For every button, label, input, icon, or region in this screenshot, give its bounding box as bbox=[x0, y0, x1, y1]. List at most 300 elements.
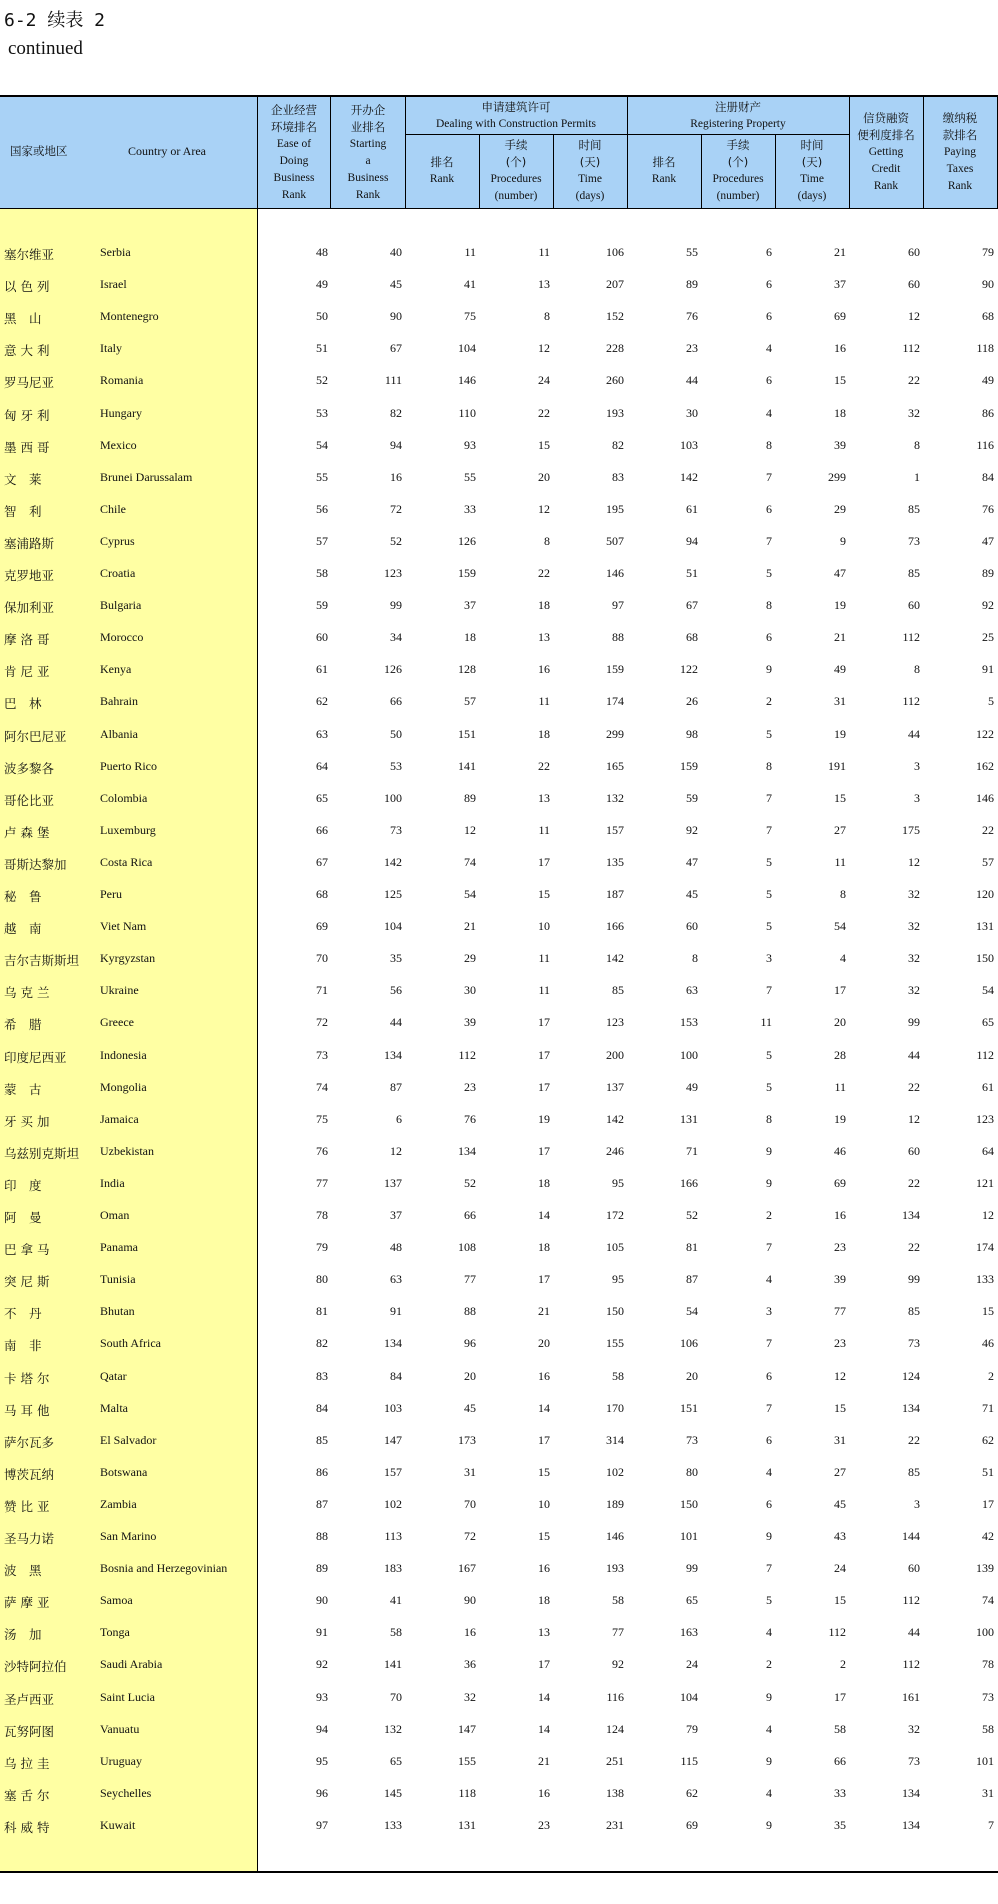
value-cell: 260 bbox=[606, 373, 624, 387]
value-cell: 70 bbox=[390, 1690, 402, 1704]
table-subtitle: continued bbox=[8, 38, 83, 59]
value-cell: 101 bbox=[976, 1754, 994, 1768]
value-cell: 21 bbox=[464, 919, 476, 933]
area-name-zh: 保加利亚 bbox=[4, 600, 55, 615]
area-name-en: Qatar bbox=[100, 1369, 127, 1383]
area-name-zh: 肯 尼 亚 bbox=[4, 664, 50, 679]
value-cell: 132 bbox=[606, 791, 624, 805]
area-name-en: Italy bbox=[100, 341, 122, 355]
value-cell: 71 bbox=[982, 1401, 994, 1415]
value-cell: 5 bbox=[766, 855, 772, 869]
value-cell: 90 bbox=[982, 277, 994, 291]
value-cell: 39 bbox=[834, 438, 846, 452]
area-name-en: Chile bbox=[100, 502, 126, 516]
value-cell: 11 bbox=[538, 694, 550, 708]
value-cell: 231 bbox=[606, 1818, 624, 1832]
area-name-zh: 不 丹 bbox=[4, 1306, 42, 1321]
value-cell: 89 bbox=[982, 566, 994, 580]
value-cell: 88 bbox=[612, 630, 624, 644]
value-cell: 162 bbox=[976, 759, 994, 773]
area-name-zh: 沙特阿拉伯 bbox=[4, 1659, 67, 1674]
value-cell: 41 bbox=[390, 1593, 402, 1607]
value-cell: 76 bbox=[982, 502, 994, 516]
value-cell: 77 bbox=[834, 1304, 846, 1318]
value-cell: 91 bbox=[390, 1304, 402, 1318]
value-cell: 95 bbox=[612, 1272, 624, 1286]
value-cell: 65 bbox=[316, 791, 328, 805]
value-cell: 24 bbox=[538, 373, 550, 387]
value-cell: 6 bbox=[766, 630, 772, 644]
value-cell: 9 bbox=[840, 534, 846, 548]
value-cell: 87 bbox=[316, 1497, 328, 1511]
value-cell: 93 bbox=[316, 1690, 328, 1704]
area-name-en: Israel bbox=[100, 277, 127, 291]
value-cell: 15 bbox=[834, 1593, 846, 1607]
value-cell: 134 bbox=[384, 1048, 402, 1062]
value-cell: 102 bbox=[606, 1465, 624, 1479]
value-cell: 18 bbox=[538, 1176, 550, 1190]
value-cell: 141 bbox=[384, 1657, 402, 1671]
value-cell: 121 bbox=[976, 1176, 994, 1190]
header-area-zh: 国家或地区 bbox=[10, 144, 68, 158]
value-cell: 69 bbox=[316, 919, 328, 933]
value-cell: 61 bbox=[686, 502, 698, 516]
value-cell: 58 bbox=[316, 566, 328, 580]
value-cell: 8 bbox=[766, 1112, 772, 1126]
value-cell: 7 bbox=[766, 823, 772, 837]
area-name-en: Indonesia bbox=[100, 1048, 147, 1062]
value-cell: 78 bbox=[982, 1657, 994, 1671]
value-cell: 11 bbox=[538, 951, 550, 965]
value-cell: 61 bbox=[982, 1080, 994, 1094]
value-cell: 142 bbox=[606, 1112, 624, 1126]
value-cell: 57 bbox=[316, 534, 328, 548]
value-cell: 299 bbox=[606, 727, 624, 741]
value-cell: 85 bbox=[908, 1304, 920, 1318]
value-cell: 94 bbox=[686, 534, 698, 548]
area-name-en: Viet Nam bbox=[100, 919, 147, 933]
value-cell: 73 bbox=[908, 534, 920, 548]
value-cell: 6 bbox=[396, 1112, 402, 1126]
value-cell: 91 bbox=[982, 662, 994, 676]
area-name-zh: 科 威 特 bbox=[4, 1820, 50, 1835]
value-cell: 134 bbox=[384, 1336, 402, 1350]
value-cell: 85 bbox=[908, 1465, 920, 1479]
value-cell: 97 bbox=[316, 1818, 328, 1832]
value-cell: 55 bbox=[686, 245, 698, 259]
value-cell: 146 bbox=[606, 1529, 624, 1543]
value-cell: 11 bbox=[538, 823, 550, 837]
area-name-zh: 文 莱 bbox=[4, 472, 42, 487]
value-cell: 81 bbox=[316, 1304, 328, 1318]
value-cell: 65 bbox=[982, 1015, 994, 1029]
area-name-zh: 波多黎各 bbox=[4, 761, 55, 776]
value-cell: 159 bbox=[606, 662, 624, 676]
area-name-zh: 罗马尼亚 bbox=[4, 375, 55, 390]
value-cell: 64 bbox=[982, 1144, 994, 1158]
value-cell: 59 bbox=[686, 791, 698, 805]
value-cell: 31 bbox=[464, 1465, 476, 1479]
value-cell: 22 bbox=[908, 1080, 920, 1094]
value-cell: 15 bbox=[834, 373, 846, 387]
value-cell: 87 bbox=[686, 1272, 698, 1286]
value-cell: 16 bbox=[464, 1625, 476, 1639]
value-cell: 56 bbox=[316, 502, 328, 516]
value-cell: 41 bbox=[464, 277, 476, 291]
area-name-en: Samoa bbox=[100, 1593, 133, 1607]
value-cell: 65 bbox=[390, 1754, 402, 1768]
value-cell: 18 bbox=[538, 598, 550, 612]
value-cell: 93 bbox=[464, 438, 476, 452]
value-cell: 118 bbox=[976, 341, 994, 355]
value-cell: 89 bbox=[686, 277, 698, 291]
value-cell: 125 bbox=[384, 887, 402, 901]
value-cell: 159 bbox=[680, 759, 698, 773]
value-cell: 161 bbox=[902, 1690, 920, 1704]
header-construction-group: 申请建筑许可 Dealing with Construction Permits bbox=[435, 100, 597, 130]
value-cell: 58 bbox=[390, 1625, 402, 1639]
value-cell: 73 bbox=[686, 1433, 698, 1447]
value-cell: 200 bbox=[606, 1048, 624, 1062]
value-cell: 62 bbox=[982, 1433, 994, 1447]
value-cell: 142 bbox=[606, 951, 624, 965]
area-name-zh: 乌 克 兰 bbox=[4, 985, 50, 1000]
value-cell: 18 bbox=[834, 406, 846, 420]
value-cell: 134 bbox=[458, 1144, 476, 1158]
value-cell: 11 bbox=[834, 1080, 846, 1094]
value-cell: 76 bbox=[686, 309, 698, 323]
value-cell: 12 bbox=[908, 1112, 920, 1126]
value-cell: 48 bbox=[316, 245, 328, 259]
area-name-zh: 汤 加 bbox=[4, 1627, 42, 1642]
value-cell: 54 bbox=[834, 919, 846, 933]
area-name-en: Brunei Darussalam bbox=[100, 470, 193, 484]
value-cell: 51 bbox=[316, 341, 328, 355]
value-cell: 75 bbox=[316, 1112, 328, 1126]
value-cell: 100 bbox=[680, 1048, 698, 1062]
value-cell: 54 bbox=[686, 1304, 698, 1318]
value-cell: 9 bbox=[766, 1176, 772, 1190]
value-cell: 193 bbox=[606, 406, 624, 420]
value-cell: 8 bbox=[766, 438, 772, 452]
value-cell: 172 bbox=[606, 1208, 624, 1222]
value-cell: 84 bbox=[390, 1369, 402, 1383]
value-cell: 21 bbox=[538, 1304, 550, 1318]
value-cell: 22 bbox=[908, 1240, 920, 1254]
value-cell: 95 bbox=[612, 1176, 624, 1190]
value-cell: 15 bbox=[538, 887, 550, 901]
area-name-zh: 巴 林 bbox=[4, 696, 42, 711]
area-name-en: Romania bbox=[100, 373, 144, 387]
value-cell: 112 bbox=[828, 1625, 846, 1639]
value-cell: 2 bbox=[766, 1657, 772, 1671]
value-cell: 75 bbox=[464, 309, 476, 323]
value-cell: 57 bbox=[982, 855, 994, 869]
value-cell: 12 bbox=[538, 502, 550, 516]
value-cell: 126 bbox=[458, 534, 476, 548]
value-cell: 8 bbox=[692, 951, 698, 965]
value-cell: 12 bbox=[538, 341, 550, 355]
value-cell: 165 bbox=[606, 759, 624, 773]
value-cell: 128 bbox=[458, 662, 476, 676]
value-cell: 45 bbox=[686, 887, 698, 901]
value-cell: 13 bbox=[538, 791, 550, 805]
value-cell: 76 bbox=[464, 1112, 476, 1126]
value-cell: 47 bbox=[834, 566, 846, 580]
value-cell: 20 bbox=[834, 1015, 846, 1029]
value-cell: 60 bbox=[908, 1561, 920, 1575]
value-cell: 76 bbox=[316, 1144, 328, 1158]
value-cell: 124 bbox=[902, 1369, 920, 1383]
value-cell: 13 bbox=[538, 277, 550, 291]
value-cell: 92 bbox=[686, 823, 698, 837]
value-cell: 8 bbox=[544, 534, 550, 548]
value-cell: 187 bbox=[606, 887, 624, 901]
area-name-en: Morocco bbox=[100, 630, 144, 644]
area-name-en: Ukraine bbox=[100, 983, 139, 997]
value-cell: 147 bbox=[458, 1722, 476, 1736]
area-name-en: El Salvador bbox=[100, 1433, 157, 1447]
value-cell: 9 bbox=[766, 1529, 772, 1543]
value-cell: 74 bbox=[464, 855, 476, 869]
area-name-zh: 南 非 bbox=[4, 1338, 42, 1353]
value-cell: 71 bbox=[316, 983, 328, 997]
value-cell: 139 bbox=[976, 1561, 994, 1575]
value-cell: 79 bbox=[982, 245, 994, 259]
value-cell: 99 bbox=[686, 1561, 698, 1575]
value-cell: 207 bbox=[606, 277, 624, 291]
value-cell: 151 bbox=[680, 1401, 698, 1415]
value-cell: 80 bbox=[316, 1272, 328, 1286]
value-cell: 134 bbox=[902, 1818, 920, 1832]
value-cell: 17 bbox=[538, 1272, 550, 1286]
value-cell: 65 bbox=[686, 1593, 698, 1607]
area-name-en: Bhutan bbox=[100, 1304, 135, 1318]
value-cell: 37 bbox=[464, 598, 476, 612]
value-cell: 24 bbox=[686, 1657, 698, 1671]
value-cell: 132 bbox=[384, 1722, 402, 1736]
value-cell: 60 bbox=[686, 919, 698, 933]
value-cell: 96 bbox=[464, 1336, 476, 1350]
value-cell: 104 bbox=[680, 1690, 698, 1704]
value-cell: 7 bbox=[766, 1401, 772, 1415]
value-cell: 32 bbox=[908, 1722, 920, 1736]
value-cell: 89 bbox=[464, 791, 476, 805]
value-cell: 23 bbox=[834, 1336, 846, 1350]
value-cell: 58 bbox=[834, 1722, 846, 1736]
value-cell: 6 bbox=[766, 309, 772, 323]
area-name-zh: 塞 舌 尔 bbox=[4, 1788, 50, 1803]
value-cell: 15 bbox=[538, 438, 550, 452]
value-cell: 71 bbox=[686, 1144, 698, 1158]
area-name-zh: 克罗地亚 bbox=[4, 568, 55, 583]
value-cell: 77 bbox=[612, 1625, 624, 1639]
value-cell: 173 bbox=[458, 1433, 476, 1447]
value-cell: 81 bbox=[686, 1240, 698, 1254]
value-cell: 246 bbox=[606, 1144, 624, 1158]
value-cell: 3 bbox=[914, 759, 920, 773]
value-cell: 166 bbox=[606, 919, 624, 933]
value-cell: 73 bbox=[316, 1048, 328, 1062]
area-name-zh: 乌 拉 圭 bbox=[4, 1756, 50, 1771]
value-cell: 116 bbox=[976, 438, 994, 452]
area-name-en: Tonga bbox=[100, 1625, 130, 1639]
value-cell: 61 bbox=[316, 662, 328, 676]
value-cell: 21 bbox=[834, 630, 846, 644]
value-cell: 58 bbox=[982, 1722, 994, 1736]
value-cell: 53 bbox=[390, 759, 402, 773]
value-cell: 133 bbox=[384, 1818, 402, 1832]
value-cell: 88 bbox=[464, 1304, 476, 1318]
value-cell: 5 bbox=[766, 566, 772, 580]
value-cell: 51 bbox=[982, 1465, 994, 1479]
value-cell: 17 bbox=[538, 1048, 550, 1062]
value-cell: 92 bbox=[982, 598, 994, 612]
value-cell: 19 bbox=[834, 598, 846, 612]
value-cell: 60 bbox=[316, 630, 328, 644]
value-cell: 137 bbox=[384, 1176, 402, 1190]
value-cell: 15 bbox=[834, 791, 846, 805]
value-cell: 104 bbox=[458, 341, 476, 355]
header-property-time: 时间 (天) Time (days) bbox=[797, 138, 827, 202]
area-name-en: Peru bbox=[100, 887, 122, 901]
area-name-en: Oman bbox=[100, 1208, 130, 1222]
value-cell: 22 bbox=[538, 406, 550, 420]
area-name-en: Uzbekistan bbox=[100, 1144, 154, 1158]
area-name-zh: 萨 摩 亚 bbox=[4, 1595, 50, 1610]
value-cell: 85 bbox=[908, 502, 920, 516]
value-cell: 299 bbox=[828, 470, 846, 484]
value-cell: 4 bbox=[766, 341, 772, 355]
value-cell: 73 bbox=[908, 1336, 920, 1350]
area-name-en: Greece bbox=[100, 1015, 134, 1029]
area-name-zh: 圣卢西亚 bbox=[4, 1692, 55, 1707]
area-name-zh: 黑 山 bbox=[4, 311, 42, 326]
area-name-en: Serbia bbox=[100, 245, 131, 259]
value-cell: 70 bbox=[316, 951, 328, 965]
value-cell: 105 bbox=[606, 1240, 624, 1254]
value-cell: 174 bbox=[976, 1240, 994, 1254]
value-cell: 20 bbox=[538, 1336, 550, 1350]
value-cell: 43 bbox=[834, 1529, 846, 1543]
value-cell: 16 bbox=[834, 341, 846, 355]
value-cell: 150 bbox=[606, 1304, 624, 1318]
area-name-zh: 吉尔吉斯斯坦 bbox=[4, 953, 80, 968]
value-cell: 191 bbox=[828, 759, 846, 773]
value-cell: 4 bbox=[766, 406, 772, 420]
area-name-zh: 瓦努阿图 bbox=[4, 1724, 55, 1739]
area-name-en: Mexico bbox=[100, 438, 137, 452]
value-cell: 13 bbox=[538, 630, 550, 644]
value-cell: 49 bbox=[982, 373, 994, 387]
area-name-zh: 乌兹别克斯坦 bbox=[4, 1146, 80, 1161]
value-cell: 87 bbox=[390, 1080, 402, 1094]
value-cell: 193 bbox=[606, 1561, 624, 1575]
value-cell: 66 bbox=[316, 823, 328, 837]
value-cell: 60 bbox=[908, 277, 920, 291]
value-cell: 134 bbox=[902, 1401, 920, 1415]
area-name-en: Botswana bbox=[100, 1465, 148, 1479]
value-cell: 97 bbox=[612, 598, 624, 612]
value-cell: 30 bbox=[686, 406, 698, 420]
area-name-en: San Marino bbox=[100, 1529, 157, 1543]
area-name-en: Costa Rica bbox=[100, 855, 153, 869]
area-name-en: Cyprus bbox=[100, 534, 135, 548]
value-cell: 7 bbox=[766, 1240, 772, 1254]
value-cell: 44 bbox=[390, 1015, 402, 1029]
value-cell: 53 bbox=[316, 406, 328, 420]
value-cell: 9 bbox=[766, 1690, 772, 1704]
area-name-zh: 赞 比 亚 bbox=[4, 1499, 50, 1514]
value-cell: 23 bbox=[538, 1818, 550, 1832]
value-cell: 19 bbox=[538, 1112, 550, 1126]
value-cell: 16 bbox=[390, 470, 402, 484]
value-cell: 60 bbox=[908, 598, 920, 612]
value-cell: 24 bbox=[834, 1561, 846, 1575]
value-cell: 58 bbox=[612, 1593, 624, 1607]
value-cell: 79 bbox=[316, 1240, 328, 1254]
value-cell: 19 bbox=[834, 1112, 846, 1126]
value-cell: 170 bbox=[606, 1401, 624, 1415]
area-column-band bbox=[0, 209, 257, 1871]
value-cell: 35 bbox=[834, 1818, 846, 1832]
value-cell: 72 bbox=[316, 1015, 328, 1029]
value-cell: 103 bbox=[680, 438, 698, 452]
value-cell: 118 bbox=[458, 1786, 476, 1800]
area-name-en: Malta bbox=[100, 1401, 128, 1415]
header-construction-time: 时间 (天) Time (days) bbox=[575, 138, 605, 202]
value-cell: 131 bbox=[976, 919, 994, 933]
value-cell: 137 bbox=[606, 1080, 624, 1094]
value-cell: 83 bbox=[316, 1369, 328, 1383]
value-cell: 112 bbox=[458, 1048, 476, 1062]
area-name-en: Zambia bbox=[100, 1497, 137, 1511]
value-cell: 74 bbox=[316, 1080, 328, 1094]
value-cell: 153 bbox=[680, 1015, 698, 1029]
area-name-en: Albania bbox=[100, 727, 138, 741]
value-cell: 157 bbox=[384, 1465, 402, 1479]
value-cell: 4 bbox=[766, 1722, 772, 1736]
value-cell: 2 bbox=[766, 694, 772, 708]
value-cell: 44 bbox=[908, 727, 920, 741]
value-cell: 54 bbox=[464, 887, 476, 901]
value-cell: 6 bbox=[766, 1497, 772, 1511]
area-name-zh: 巴 拿 马 bbox=[4, 1242, 50, 1257]
value-cell: 3 bbox=[914, 791, 920, 805]
area-name-zh: 博茨瓦纳 bbox=[4, 1467, 55, 1482]
value-cell: 8 bbox=[914, 438, 920, 452]
header-credit: 信贷融资 便利度排名 Getting Credit Rank bbox=[857, 111, 915, 192]
area-name-zh: 意 大 利 bbox=[4, 343, 50, 358]
header-area-en: Country or Area bbox=[128, 144, 206, 158]
value-cell: 152 bbox=[606, 309, 624, 323]
value-cell: 103 bbox=[384, 1401, 402, 1415]
value-cell: 17 bbox=[538, 1657, 550, 1671]
value-cell: 146 bbox=[458, 373, 476, 387]
area-name-en: Kenya bbox=[100, 662, 132, 676]
area-name-en: Panama bbox=[100, 1240, 138, 1254]
value-cell: 5 bbox=[766, 1080, 772, 1094]
value-cell: 101 bbox=[680, 1529, 698, 1543]
area-name-en: Bulgaria bbox=[100, 598, 142, 612]
value-cell: 8 bbox=[840, 887, 846, 901]
value-cell: 64 bbox=[316, 759, 328, 773]
value-cell: 18 bbox=[538, 1593, 550, 1607]
value-cell: 9 bbox=[766, 1754, 772, 1768]
value-cell: 52 bbox=[464, 1176, 476, 1190]
value-cell: 131 bbox=[680, 1112, 698, 1126]
value-cell: 122 bbox=[976, 727, 994, 741]
